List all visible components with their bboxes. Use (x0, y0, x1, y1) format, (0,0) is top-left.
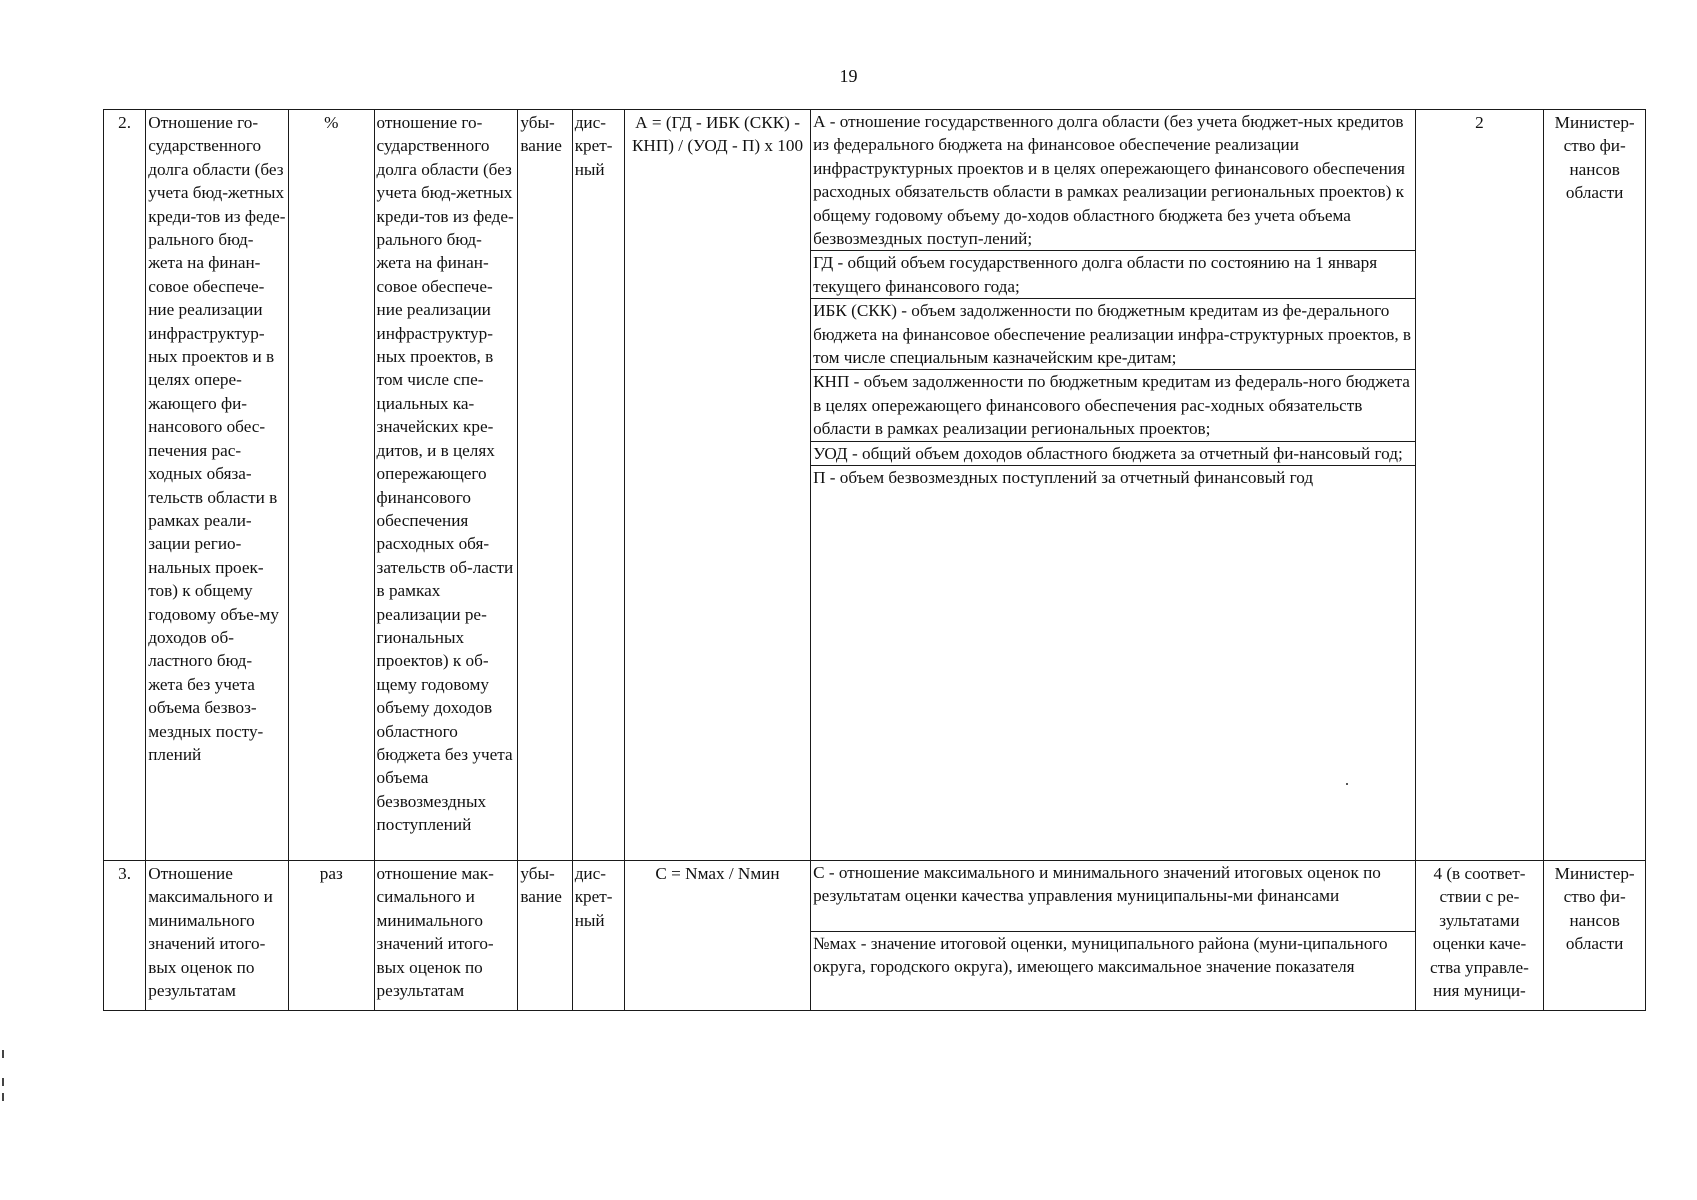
table-row (104, 110, 1646, 861)
unit-of-measure: % (289, 110, 374, 861)
formula-component: ИБК (СКК) - объем задолженности по бюджетным кредитам из фе-дерального бюджета на финансовое обеспечение реализации инфра-структурных проектов, в том числе специальным казначейским кре-дитам; (811, 298, 1415, 369)
row-number: 3. (104, 861, 146, 1011)
formula-component: П - объем безвозмездных поступлений за отчетный финансовый год (811, 465, 1415, 489)
formula-component: КНП - объем задолженности по бюджетным кредитам из федераль-ного бюджета в целях опережающего финансового обеспечения рас-ходных обязательств области в рамках реализации региональных проектов; (811, 369, 1415, 440)
trend-direction: убы-вание (518, 110, 572, 861)
page-number: 19 (839, 66, 858, 86)
indicator-definition: отношение мак-симального и минимального значений итого-вых оценок по результатам (374, 861, 518, 1011)
table-row (104, 861, 1646, 1011)
indicator-name: Отношение го-сударственного долга области (без учета бюд-жетных креди-тов из феде-рального бюд-жета на финан-совое обеспече-ние реализации инфраструктур-ных проектов и в целях опере-жающего фи-нансового обес-печения рас-ходных обяза-тельств области в рамках реали-зации регио-нальных проек-тов) к общему годовому объе-му доходов об-ластного бюд-жета без учета объема безвоз-мездных посту-плений (146, 110, 289, 861)
formula-components (811, 110, 1415, 490)
calculation-formula: С = Nмах / Nмин (624, 861, 810, 1011)
indicator-type: дис-крет-ный (572, 861, 624, 1011)
row-number: 2. (104, 110, 146, 861)
indicator-type: дис-крет-ный (572, 110, 624, 861)
calculation-formula: А = (ГД - ИБК (СКК) - КНП) / (УОД - П) x 100 (624, 110, 810, 861)
formula-components (811, 861, 1415, 979)
formula-component: А - отношение государственного долга области (без учета бюджет-ных кредитов из федерального бюджета на финансовое обеспечение реализации инфраструктурных проектов и в целях опережающего финансового обеспечения расходных обязательств области в рамках реализации региональных проектов) к общему годовому объему до-ходов областного бюджета без учета объема безвозмездных поступ-лений; (813, 112, 1405, 249)
target-value: 4 (в соответ-ствии с ре-зультатами оценки каче-ства управле-ния муници- (1415, 861, 1544, 1011)
target-value: 2 (1415, 110, 1544, 861)
responsible-body: Министер-ство фи-нансов области (1544, 861, 1646, 1011)
scan-edge-mark (2, 1078, 4, 1086)
scan-speck (1346, 783, 1348, 785)
indicators-table (103, 109, 1646, 1011)
trend-direction: убы-вание (518, 861, 572, 1011)
formula-component: УОД - общий объем доходов областного бюджета за отчетный фи-нансовый год; (811, 441, 1415, 465)
formula-component: ГД - общий объем государственного долга области по состоянию на 1 января текущего финансового года; (811, 250, 1415, 298)
scan-edge-mark (2, 1093, 4, 1101)
unit-of-measure: раз (289, 861, 374, 1011)
indicator-definition: отношение го-сударственного долга области (без учета бюд-жетных креди-тов из феде-рального бюд-жета на финан-совое обеспече-ние реализации инфраструктур-ных проектов, в том числе спе-циальных ка-значейских кре-дитов, и в целях опережающего финансового обеспечения расходных обя-зательств об-ласти в рамках реализации ре-гиональных проектов) к об-щему годовому объему доходов областного бюджета без учета объема безвозмездных поступлений (374, 110, 518, 861)
responsible-body: Министер-ство фи-нансов области (1544, 110, 1646, 861)
formula-component: С - отношение максимального и минимального значений итоговых оценок по результатам оценки качества управления муниципальны-ми финансами (813, 863, 1381, 906)
indicator-name: Отношение максимального и минимального значений итого-вых оценок по результатам (146, 861, 289, 1011)
scan-edge-mark (2, 1050, 4, 1058)
formula-component: №мах - значение итоговой оценки, муниципального района (муни-ципального округа, городского округа), имеющего максимальное значение показателя (811, 931, 1415, 979)
